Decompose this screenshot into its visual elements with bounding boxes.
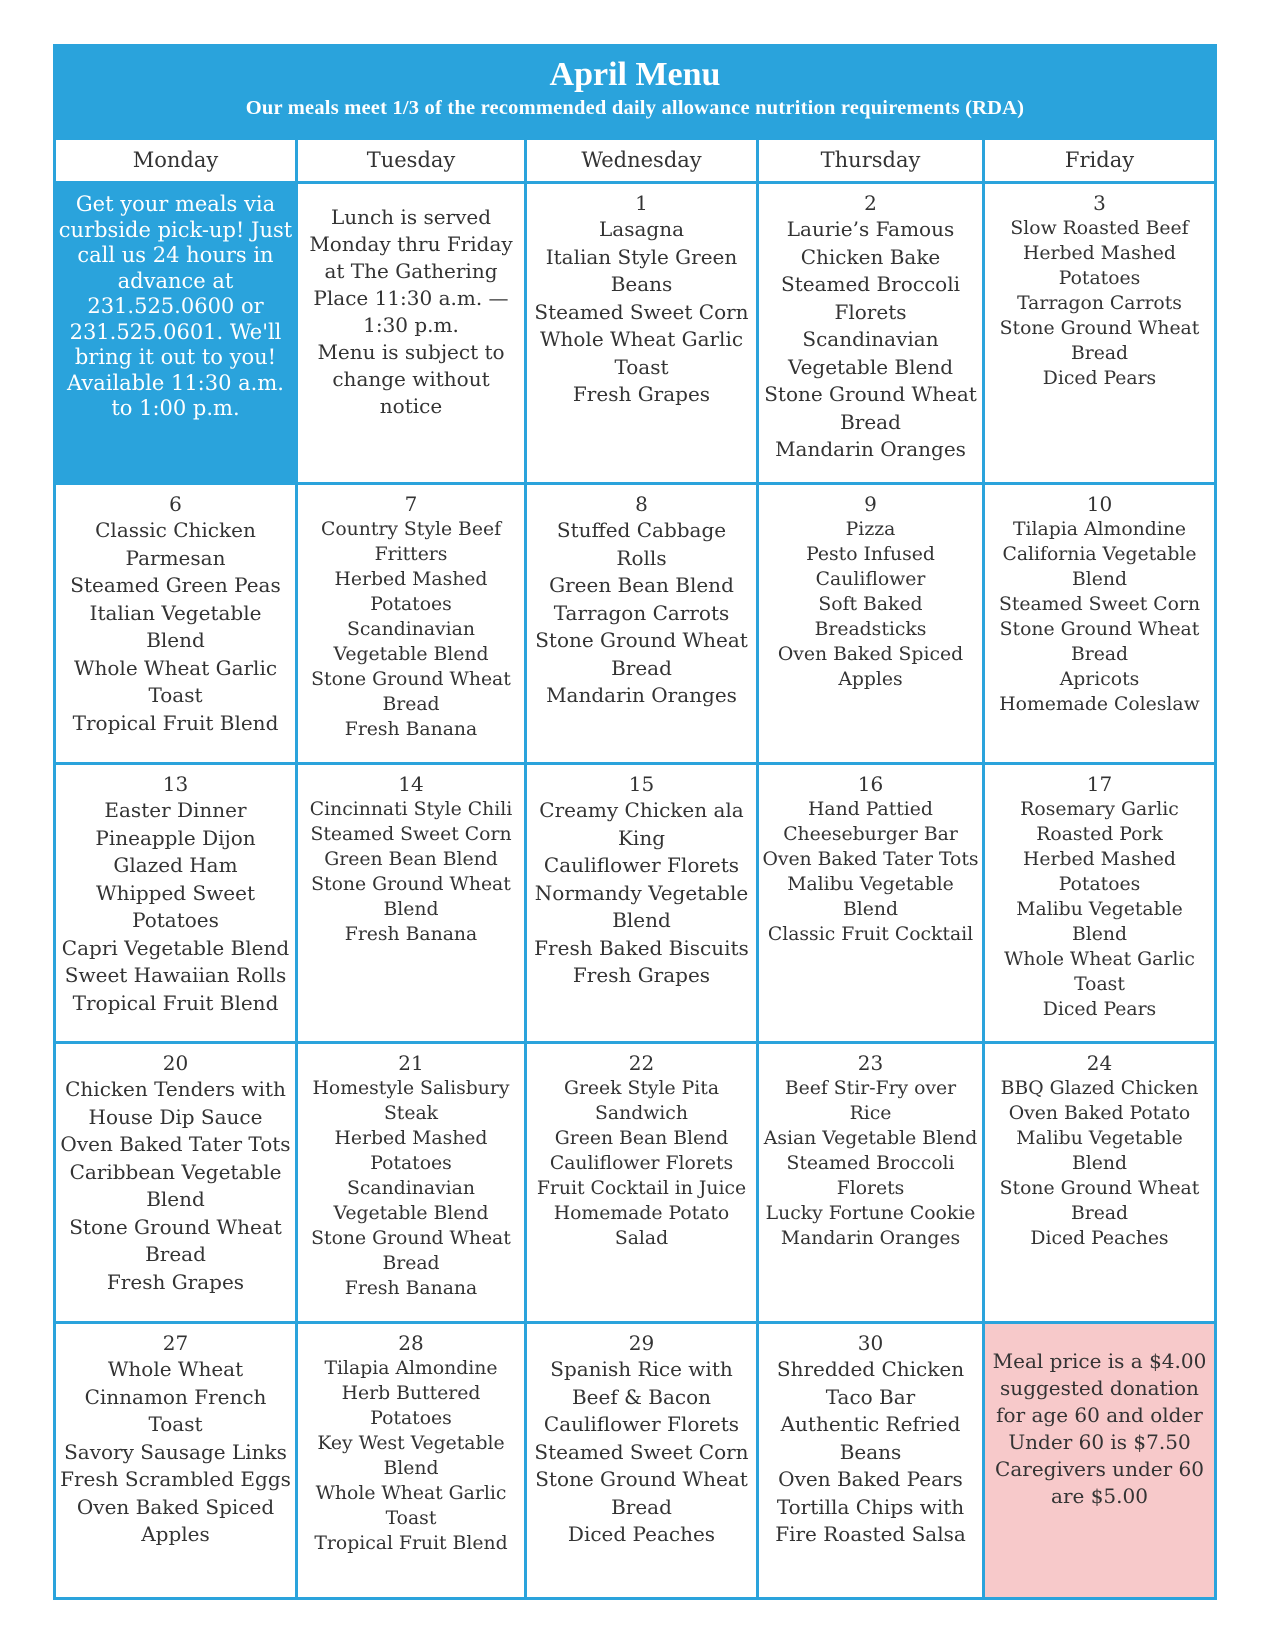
menu-item: Tarragon Carrots [553, 600, 730, 625]
menu-item: Stone Ground Wheat Bread [535, 1467, 748, 1519]
menu-item: Malibu Vegetable Blend [1016, 899, 1183, 945]
menu-item: Fresh Grapes [106, 1269, 245, 1294]
lunch-info-cell [295, 184, 524, 485]
menu-item: Laurie’s Famous Chicken Bake [786, 217, 955, 269]
menu-items [761, 1356, 980, 1549]
weekday-friday: Friday [982, 140, 1214, 184]
menu-day-cell [524, 184, 756, 485]
menu-items [529, 1356, 754, 1549]
menu-item: Mandarin Oranges [780, 1228, 961, 1249]
menu-item: Homestyle Salisbury Steak [312, 1078, 510, 1124]
menu-item: Chicken Tenders with House Dip Sauce [65, 1077, 286, 1129]
menu-item: Steamed Sweet Corn [534, 1439, 749, 1464]
menu-day-cell [756, 485, 982, 765]
menu-items [300, 517, 522, 742]
menu-item: Green Bean Blend [549, 573, 734, 597]
menu-item: Scandinavian Vegetable Blend [333, 619, 489, 665]
menu-item: Greek Style Pita Sandwich [563, 1078, 720, 1124]
menu-item: Cauliflower Florets [543, 1412, 740, 1436]
menu-item: Under 60 is $7.50 [1008, 1430, 1191, 1454]
menu-item: Capri Vegetable Blend [61, 935, 290, 960]
menu-item: Malibu Vegetable Blend [787, 874, 954, 920]
menu-day-cell [524, 485, 756, 765]
menu-item: Caribbean Vegetable Blend [69, 1159, 282, 1211]
menu-item: Mandarin Oranges [775, 437, 966, 461]
menu-day-cell [982, 765, 1214, 1044]
menu-day-cell [756, 765, 982, 1044]
menu-item: Whole Wheat Garlic Toast [539, 327, 744, 379]
menu-item: Tarragon Carrots [1017, 293, 1182, 314]
menu-item: Pizza [845, 519, 896, 540]
menu-item: Creamy Chicken ala King [539, 798, 744, 850]
menu-item: Fresh Scrambled Eggs [60, 1467, 291, 1491]
menu-item: Caregivers under 60 are $5.00 [995, 1457, 1204, 1508]
day-number: 10 [1086, 492, 1113, 516]
menu-item: Tilapia Almondine [324, 1358, 498, 1379]
day-number: 2 [864, 191, 877, 215]
menu-item: Shredded Chicken Taco Bar [776, 1357, 965, 1409]
day-number: 28 [398, 1331, 424, 1355]
menu-item: Stone Ground Wheat Bread [69, 1214, 282, 1266]
menu-items [761, 517, 980, 692]
menu-item: Homemade Potato Salad [553, 1203, 730, 1249]
menu-item: Stone Ground Wheat Bread [999, 318, 1200, 364]
menu-item: Steamed Sweet Corn [998, 594, 1201, 615]
menu-item: Herb Buttered Potatoes [341, 1383, 481, 1429]
menu-item: Oven Baked Tater Tots [60, 1132, 291, 1156]
menu-day-cell [524, 765, 756, 1044]
menu-items [58, 517, 293, 737]
menu-item: Diced Peaches [567, 1522, 716, 1546]
menu-item: Green Bean Blend [324, 849, 498, 870]
menu-item: Italian Vegetable Blend [89, 600, 262, 652]
menu-item: Herbed Mashed Potatoes [1023, 849, 1176, 895]
menu-day-cell [56, 1044, 295, 1324]
menu-items [300, 190, 522, 420]
menu-item: Easter Dinner [104, 798, 247, 822]
day-number: 9 [864, 492, 877, 516]
curbside-notice-cell [56, 184, 295, 485]
menu-item: Diced Pears [1042, 368, 1157, 389]
menu-item: Stone Ground Wheat Bread [999, 619, 1200, 665]
menu-item: Italian Style Green Beans [545, 244, 738, 296]
day-number: 17 [1086, 772, 1113, 796]
day-number: 1 [635, 191, 648, 215]
menu-items [987, 797, 1212, 1022]
menu-item: Diced Peaches [1030, 1228, 1169, 1249]
menu-day-cell [982, 184, 1214, 485]
menu-frame [53, 44, 1217, 1600]
menu-item: Fresh Banana [344, 1278, 478, 1299]
menu-items [987, 1076, 1212, 1251]
day-number: 23 [857, 1051, 884, 1075]
weekday-tuesday: Tuesday [295, 140, 524, 184]
menu-item: Stone Ground Wheat Bread [764, 382, 977, 434]
menu-items [987, 1330, 1212, 1510]
menu-item: Tropical Fruit Blend [72, 990, 279, 1015]
menu-item: Whole Wheat Garlic Toast [73, 655, 278, 707]
menu-item: California Vegetable Blend [1002, 544, 1197, 590]
page-subtitle: Our meals meet 1/3 of the recommended daily allowance nutrition requirements (RDA) [245, 97, 1025, 119]
menu-items [58, 797, 293, 1017]
menu-day-cell [982, 485, 1214, 765]
day-number: 16 [857, 772, 884, 796]
menu-item: Steamed Sweet Corn [310, 824, 512, 845]
menu-item: Key West Vegetable Blend [317, 1433, 505, 1479]
menu-item: Fresh Banana [344, 719, 478, 740]
day-number: 27 [162, 1331, 189, 1355]
menu-items [300, 1356, 522, 1556]
day-number: 13 [162, 772, 189, 796]
menu-item: Stone Ground Wheat Bread [311, 1228, 511, 1274]
day-number: 30 [857, 1331, 884, 1355]
menu-item: Soft Baked Breadsticks [814, 594, 927, 640]
menu-item: Steamed Sweet Corn [534, 299, 749, 324]
menu-item: Hand Pattied Cheeseburger Bar [783, 799, 958, 845]
menu-items [987, 216, 1212, 391]
menu-item: Oven Baked Pears [778, 1467, 963, 1491]
menu-item: Homemade Coleslaw [999, 694, 1200, 715]
menu-item: Lasagna [599, 217, 684, 241]
menu-item: Classic Fruit Cocktail [767, 924, 974, 945]
menu-items [987, 517, 1212, 717]
menu-item: Steamed Broccoli Florets [786, 1153, 955, 1199]
menu-items [58, 1076, 293, 1296]
price-notice-cell [982, 1324, 1214, 1597]
menu-item: Stuffed Cabbage Rolls [556, 518, 727, 570]
menu-item: Country Style Beef Fritters [320, 519, 502, 565]
menu-item: Sweet Hawaiian Rolls [64, 963, 287, 987]
menu-item: Tropical Fruit Blend [72, 710, 279, 735]
menu-items [761, 1076, 980, 1251]
menu-item: Lunch is served Monday thru Friday at The Gathering Place 11:30 a.m. — 1:30 p.m. [309, 205, 513, 337]
day-number: 29 [628, 1331, 655, 1355]
day-number: 21 [398, 1051, 424, 1075]
menu-item: Cincinnati Style Chili [309, 799, 513, 820]
menu-item: Stone Ground Wheat Bread [311, 669, 511, 715]
menu-day-cell [295, 1044, 524, 1324]
menu-item: Tropical Fruit Blend [314, 1533, 508, 1554]
menu-item: Pesto Infused Cauliflower [806, 544, 935, 590]
menu-item: Rosemary Garlic Roasted Pork [1020, 799, 1179, 845]
menu-item: Beef Stir-Fry over Rice [784, 1078, 957, 1124]
menu-day-cell [56, 485, 295, 765]
menu-item: Mandarin Oranges [546, 683, 737, 707]
menu-items [300, 1076, 522, 1301]
day-number: 8 [635, 492, 648, 516]
menu-item: Oven Baked Spiced Apples [777, 644, 964, 690]
page-title: April Menu [549, 56, 721, 93]
menu-item: Oven Baked Potato [1008, 1103, 1191, 1124]
day-number: 7 [404, 492, 418, 516]
menu-item: Green Bean Blend [554, 1128, 729, 1149]
menu-item: Spanish Rice with Beef & Bacon [550, 1357, 733, 1409]
menu-items [529, 216, 754, 409]
day-number: 14 [398, 772, 424, 796]
menu-day-cell [524, 1324, 756, 1597]
day-number: 6 [169, 492, 182, 516]
menu-item: Menu is subject to change without notice [317, 340, 505, 418]
menu-items [761, 797, 980, 947]
menu-items [58, 1356, 293, 1549]
menu-item: Cauliflower Florets [549, 1153, 734, 1174]
menu-day-cell [524, 1044, 756, 1324]
menu-item: Oven Baked Spiced Apples [76, 1494, 275, 1546]
menu-item: Fresh Banana [344, 924, 478, 945]
day-number: 22 [628, 1051, 655, 1075]
day-number: 3 [1093, 191, 1106, 215]
menu-day-cell [756, 184, 982, 485]
day-number: 24 [1086, 1051, 1113, 1075]
menu-item: Fresh Grapes [572, 382, 711, 406]
menu-items [300, 797, 522, 947]
menu-item: Fresh Grapes [572, 963, 711, 987]
menu-item: Meal price is a $4.00 suggested donation for age 60 and older [992, 1349, 1207, 1427]
menu-items [529, 1076, 754, 1251]
menu-item: Stone Ground Wheat Bread [999, 1178, 1200, 1224]
menu-item: Stone Ground Wheat Blend [311, 874, 511, 920]
menu-item: Apricots [1059, 669, 1140, 690]
menu-item: Savory Sausage Links [64, 1439, 287, 1464]
menu-item: Cauliflower Florets [543, 853, 740, 877]
menu-item: Fresh Baked Biscuits [534, 935, 749, 960]
menu-item: Scandinavian Vegetable Blend [333, 1178, 489, 1224]
menu-item: Lucky Fortune Cookie [765, 1203, 976, 1224]
weekday-thursday: Thursday [756, 140, 982, 184]
menu-item: Tortilla Chips with Fire Roasted Salsa [775, 1494, 966, 1546]
menu-day-cell [56, 1324, 295, 1597]
menu-day-cell [56, 765, 295, 1044]
menu-item: Diced Pears [1042, 999, 1157, 1020]
menu-item: Stone Ground Wheat Bread [535, 628, 748, 680]
menu-item: Scandinavian Vegetable Blend [787, 327, 954, 379]
menu-item: Asian Vegetable Blend [763, 1128, 978, 1149]
menu-day-cell [295, 765, 524, 1044]
menu-item: Whole Wheat Cinnamon French Toast [84, 1357, 267, 1436]
menu-item: Malibu Vegetable Blend [1016, 1128, 1183, 1174]
menu-item: Herbed Mashed Potatoes [334, 1128, 488, 1174]
menu-item: Whipped Sweet Potatoes [96, 880, 255, 932]
day-number: 15 [628, 772, 655, 796]
weekday-header-row [56, 140, 1214, 184]
menu-header [56, 47, 1214, 140]
menu-item: Classic Chicken Parmesan [95, 518, 256, 570]
menu-item: Pineapple Dijon Glazed Ham [95, 825, 256, 877]
weekday-wednesday: Wednesday [524, 140, 756, 184]
menu-items [529, 797, 754, 990]
menu-item: Normandy Vegetable Blend [534, 880, 749, 932]
menu-day-cell [756, 1324, 982, 1597]
menu-day-cell [982, 1044, 1214, 1324]
menu-item: Whole Wheat Garlic Toast [315, 1483, 507, 1529]
weekday-monday: Monday [56, 140, 295, 184]
menu-item: BBQ Glazed Chicken [1000, 1078, 1199, 1099]
menu-item: Steamed Broccoli Florets [781, 272, 960, 324]
menu-item: Herbed Mashed Potatoes [1023, 243, 1176, 289]
menu-day-cell [295, 485, 524, 765]
menu-items [761, 216, 980, 464]
menu-item: Oven Baked Tater Tots [762, 849, 979, 870]
menu-item: Herbed Mashed Potatoes [334, 569, 488, 615]
menu-item: Slow Roasted Beef [1010, 218, 1189, 239]
menu-item: Tilapia Almondine [1013, 519, 1186, 540]
menu-item: Steamed Green Peas [70, 573, 281, 597]
menu-day-cell [295, 1324, 524, 1597]
menu-calendar-grid [56, 184, 1214, 1597]
menu-item: Authentic Refried Beans [780, 1412, 961, 1464]
menu-items [58, 190, 293, 422]
menu-item: Fruit Cocktail in Juice [536, 1178, 747, 1199]
menu-item: Get your meals via curbside pick-up! Just call us 24 hours in advance at 231.525.0600 or 231.525.0601. We'll bring it out to you! Available 11:30 a.m. to 1:00 p.m. [58, 192, 293, 420]
menu-day-cell [756, 1044, 982, 1324]
day-number: 20 [162, 1051, 189, 1075]
menu-items [529, 517, 754, 710]
menu-item: Whole Wheat Garlic Toast [1004, 949, 1195, 995]
